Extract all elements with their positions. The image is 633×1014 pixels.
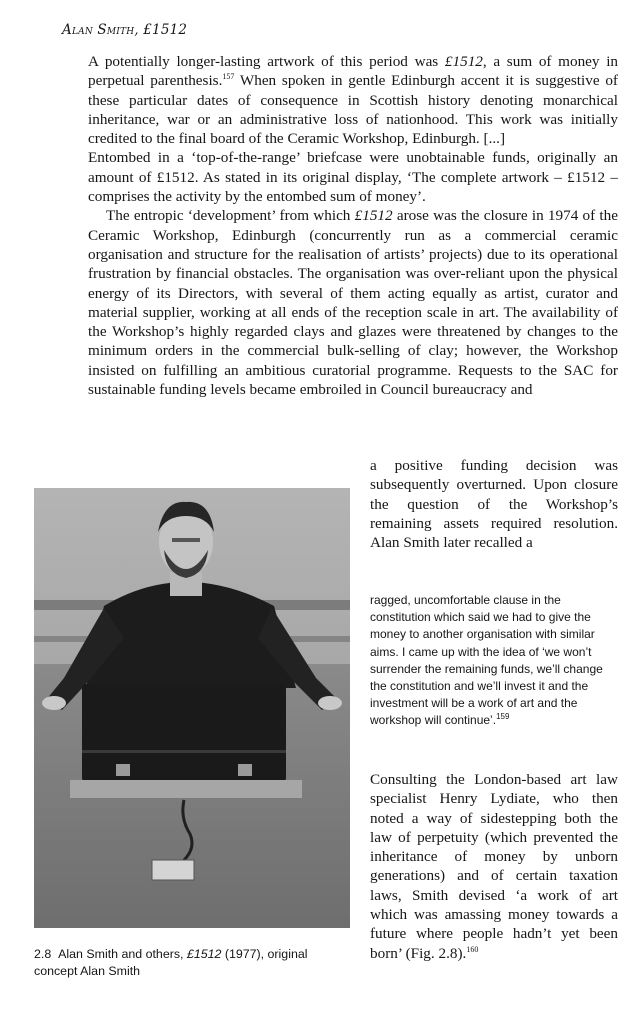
person-eyes — [172, 538, 200, 542]
artwork-title: £1512 — [354, 207, 393, 225]
main-text — [88, 52, 618, 399]
running-head-separator: , — [134, 22, 144, 38]
caption-text-a: Alan Smith and others, — [58, 947, 187, 961]
paragraph-1 — [88, 52, 618, 148]
paragraph-4-wrapper — [370, 770, 618, 963]
paragraph-1-text-c: When spoken in gentle Edinburgh accent it is suggestive of these particular dates of consequence in Scottish history denoting monarchical inheritance, war or an administrative loss of nationhood. This work was initially credited to the final board of the Ceramic Workshop, Edinburgh. [...] — [88, 72, 618, 148]
paragraph-3-side-text: a positive funding decision was subsequently overturned. Upon closure the question of the Workshop’s remaining assets required resolution. Alan Smith later recalled a — [370, 457, 618, 552]
figure-photo — [34, 488, 350, 928]
figure-number: 2.8 — [34, 947, 52, 961]
running-head-title: £1512 — [143, 22, 188, 38]
person-right-hand — [318, 696, 342, 710]
caption-text-b: (1977), original concept Alan Smith — [34, 947, 308, 978]
quote-text-wrapper — [370, 592, 615, 730]
briefcase-base-slab — [70, 780, 302, 798]
briefcase — [70, 684, 302, 798]
paragraph-4-text: Consulting the London-based art law specialist Henry Lydiate, who then noted a way of sidestepping both the law of perpetuity (which prevented the inheritance of money by unborn generations) and of certain taxation laws, Smith devised ‘a work of art which was amassing money towards a future where people hadn’t yet been born’ (Fig. 2.8). — [370, 771, 618, 962]
paragraph-3-continuation — [370, 456, 618, 552]
paragraph-3-text-b: arose was the closure in 1974 of the Ceramic Workshop, Edinburgh (concurrently run as a commercial ceramic organisation and structure for the realisation of artists’ projects) due to its operational frustration by financial obstacles. The organisation was over-reliant upon the physical energy of its Directors, with several of them acting equally as artist, curator and material supplier, working at all ends of the reception scale in art. The availability of the Workshop’s highly regarded clays and glazes were threatened by changes to the minimum orders in the commercial bulk-selling of clay; however, the Workshop insisted on fulfilling an ambitious curatorial programme. Requests to the SAC for sustainable funding levels became embroiled in Council bureaucracy and — [88, 207, 618, 399]
briefcase-body — [82, 684, 286, 782]
briefcase-latch-right — [238, 764, 252, 776]
running-head — [62, 22, 187, 38]
paragraph-3 — [88, 206, 618, 399]
figure-caption — [34, 946, 354, 979]
paragraph-4 — [370, 770, 618, 963]
quote-text: ragged, uncomfortable clause in the constitution which said we had to give the money to another organisation with similar aims. I came up with the idea of ‘we won’t surrender the remaining funds, we’ll change the constitution and we’ll invest it and the investment will be a work of art and the workshop will continue’. — [370, 593, 603, 728]
briefcase-latch-left — [116, 764, 130, 776]
artwork-title: £1512 — [444, 53, 483, 70]
footnote-ref[interactable]: 157 — [222, 72, 235, 82]
small-plaque — [152, 860, 194, 880]
photo-illustration — [34, 488, 350, 928]
footnote-ref[interactable]: 159 — [496, 712, 510, 722]
person-left-hand — [42, 696, 66, 710]
block-quote — [370, 592, 615, 730]
caption-artwork-title: £1512 — [186, 947, 222, 961]
running-head-author: Alan Smith — [62, 22, 135, 38]
paragraph-3-text-a: The entropic ‘development’ from which — [106, 207, 355, 225]
paragraph-2: Entombed in a ‘top-of-the-range’ briefcase were unobtainable funds, originally an amount of £1512. As stated in its original display, ‘The complete artwork – £1512 – comprises the activity by the entombed sum of money’. — [88, 149, 618, 206]
paragraph-1-text-a: A potentially longer-lasting artwork of this period was — [88, 53, 445, 70]
briefcase-lid-line — [82, 750, 286, 753]
paragraph-1-text-b: , a sum of money in perpetual parenthesis. — [88, 53, 619, 90]
footnote-ref[interactable]: 160 — [466, 944, 479, 954]
